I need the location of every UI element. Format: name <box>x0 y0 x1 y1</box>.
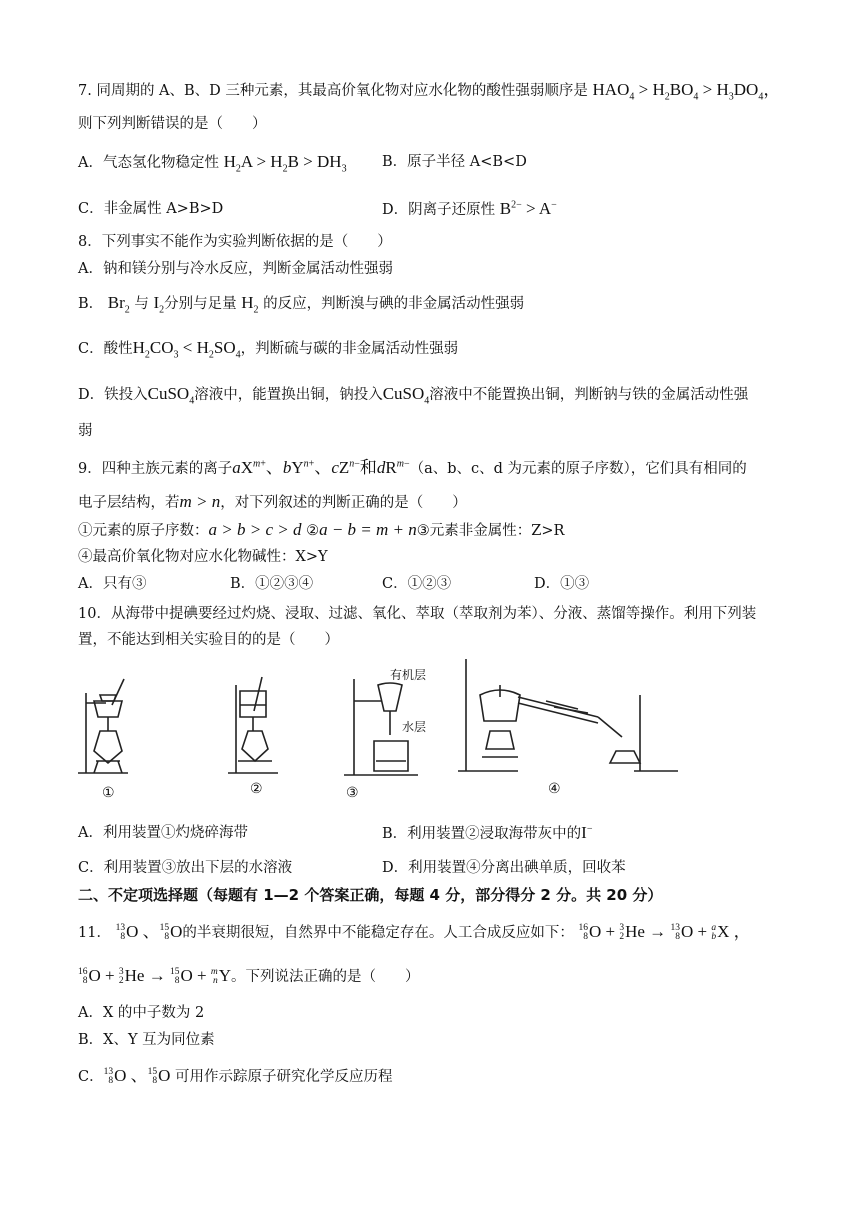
q7-option-a <box>78 152 347 173</box>
q8-cuso4-formula-2: CuSO$_4$ <box>382 384 430 407</box>
q9-statement-1: ①元素的原子序数： <box>78 523 209 539</box>
q9-ions-formula: $aX^{m+}$、$bY^{n+}$、$cZ^{n-}$和$dR^{m-}$ <box>232 458 410 477</box>
apparatus-4-distillation <box>458 659 678 771</box>
q11-stem-line2 <box>78 966 419 987</box>
q11-reaction-1: 16 8 O + 3 2 He → 13 8 O + a b X ， <box>578 922 751 943</box>
q11-option-c <box>78 1066 393 1087</box>
q10-stem-line1: 10．从海带中提碘要经过灼烧、浸取、过滤、氧化、萃取（萃取剂为苯）、分液、蒸馏等操作。利用下列装 <box>78 606 757 622</box>
q7-option-d-text: D．阴离子还原性 <box>382 202 496 218</box>
q9-statement-2: ② <box>306 523 320 539</box>
q10-iodide-formula: I− <box>581 823 593 842</box>
q7-option-c: C．非金属性 A>B>D <box>78 201 224 217</box>
q9-option-a: A．只有③ <box>78 576 147 592</box>
q9-option-c: C．①②③ <box>382 576 452 592</box>
q9-option-d: D．①③ <box>534 576 590 592</box>
q9-stem-text3: 电子层结构，若 <box>78 495 180 511</box>
q8-option-b <box>78 293 524 314</box>
q8-option-a: A．钠和镁分别与冷水反应，判断金属活动性强弱 <box>78 261 393 277</box>
q10-option-b-text: B．利用装置②浸取海带灰中的 <box>382 826 582 842</box>
q8-h2-formula: $H_2$ <box>241 293 259 316</box>
q11-reaction-2: 16 8 O + 3 2 He → 15 8 O + m n Y <box>78 966 231 987</box>
q8-option-d-line1 <box>78 384 748 405</box>
q10-option-a: A．利用装置①灼烧碎海带 <box>78 825 248 841</box>
q9-statement-4: ④最高价氧化物对应水化物碱性：X>Y <box>78 549 328 565</box>
q8-i2-formula: $I_2$ <box>153 293 165 316</box>
q9-statements-line1 <box>78 520 564 541</box>
q8-stem: 8．下列事实不能作为实验判断依据的是（ ） <box>78 234 392 250</box>
fig-label-1: ① <box>102 785 115 801</box>
q11-stem-text: 的半衰期很短，自然界中不能稳定存在。人工合成反应如下： <box>182 925 574 941</box>
q7-option-a-text: A．气态氢化物稳定性 <box>78 155 219 171</box>
q11-isotopes: 13 8 O 、 15 8 O <box>115 922 183 943</box>
q8-option-c-text1: C．酸性 <box>78 341 133 357</box>
q9-statement-1-formula: a > b > c > d <box>208 520 302 539</box>
q10-option-c: C．利用装置③放出下层的水溶液 <box>78 860 293 876</box>
q8-option-b-text2: 分别与足量 <box>164 296 237 312</box>
fig-label-4: ④ <box>548 781 561 797</box>
q8-option-d-text2: 溶液中，能置换出铜，钠投入 <box>194 387 383 403</box>
q7-option-a-formula: $H_2A > H_2B > DH_3$ <box>223 152 347 175</box>
apparatus-2-beaker <box>228 677 278 773</box>
q7-stem-line1 <box>78 80 780 101</box>
q9-stem-line1 <box>78 458 747 479</box>
section-2-title: 二、不定项选择题（每题有 1—2 个答案正确，每题 4 分，部分得分 2 分。共 20 分） <box>78 886 663 904</box>
q11-option-c-text: 可用作示踪原子研究化学反应历程 <box>175 1069 393 1085</box>
label-water-layer: 水层 <box>402 720 427 734</box>
q7-stem-line2: 则下列判断错误的是（ ） <box>78 116 267 132</box>
q7-acid-order-formula: $HAO_4 > H_2BO_4 > H_3DO_4$， <box>592 80 781 103</box>
q11-option-c-isotopes: 13 8 O 、 15 8 O <box>103 1066 171 1087</box>
q9-option-b: B．①②③④ <box>230 576 314 592</box>
q8-option-c-text2: ，判断硫与碳的非金属活动性强弱 <box>240 341 459 357</box>
q8-option-b-label: B． <box>78 296 104 312</box>
q8-br2-formula: $Br_2$ <box>107 293 130 316</box>
fig-label-3: ③ <box>346 785 359 801</box>
q7-option-d <box>382 199 557 220</box>
q8-option-b-text3: 的反应，判断溴与碘的非金属活动性强弱 <box>263 296 525 312</box>
q10-option-b <box>382 823 592 844</box>
q9-stem-text2: （a、b、c、d 为元素的原子序数），它们具有相同的 <box>409 461 747 477</box>
q11-stem-line1 <box>78 922 751 943</box>
q9-statement-2-formula: a − b = m + n <box>319 520 417 539</box>
q8-option-d-line2: 弱 <box>78 423 93 439</box>
q9-stem-text4: ，对下列叙述的判断正确的是（ ） <box>220 495 467 511</box>
q9-stem-text1: 9．四种主族元素的离子 <box>78 461 233 477</box>
q8-option-b-text1: 与 <box>134 296 149 312</box>
q8-cuso4-formula-1: CuSO$_4$ <box>147 384 195 407</box>
apparatus-figure <box>78 655 778 803</box>
fig-label-2: ② <box>250 781 263 797</box>
q8-option-d-text1: D．铁投入 <box>78 387 148 403</box>
q8-option-d-text3: 溶液中不能置换出铜，判断钠与铁的金属活动性强 <box>429 387 749 403</box>
q9-stem-line2 <box>78 492 467 513</box>
q7-option-b: B．原子半径 A<B<D <box>382 154 527 170</box>
q11-stem-text2: 。下列说法正确的是（ ） <box>230 969 420 985</box>
q11-option-a: A．X 的中子数为 2 <box>78 1005 205 1021</box>
q7-stem-text: 7. 同周期的 A、B、D 三种元素，其最高价氧化物对应水化物的酸性强弱顺序是 <box>78 83 588 99</box>
q11-option-b: B．X、Y 互为同位素 <box>78 1032 215 1048</box>
q11-option-c-label: C． <box>78 1069 104 1085</box>
q10-stem-line2: 置，不能达到相关实验目的的是（ ） <box>78 632 339 648</box>
apparatus-1-crucible <box>78 679 128 773</box>
q7-option-d-formula: $B^{2-} > A^-$ <box>499 199 557 218</box>
q9-statement-3: ③元素非金属性：Z>R <box>416 523 565 539</box>
label-organic-layer: 有机层 <box>390 668 427 682</box>
q11-number: 11． <box>78 925 111 941</box>
q9-condition-formula: m > n <box>179 492 221 511</box>
q8-option-c-formula: $H_2CO_3 < H_2SO_4$ <box>132 338 241 361</box>
q10-option-d: D．利用装置④分离出碘单质，回收苯 <box>382 860 626 876</box>
q8-option-c <box>78 338 458 359</box>
